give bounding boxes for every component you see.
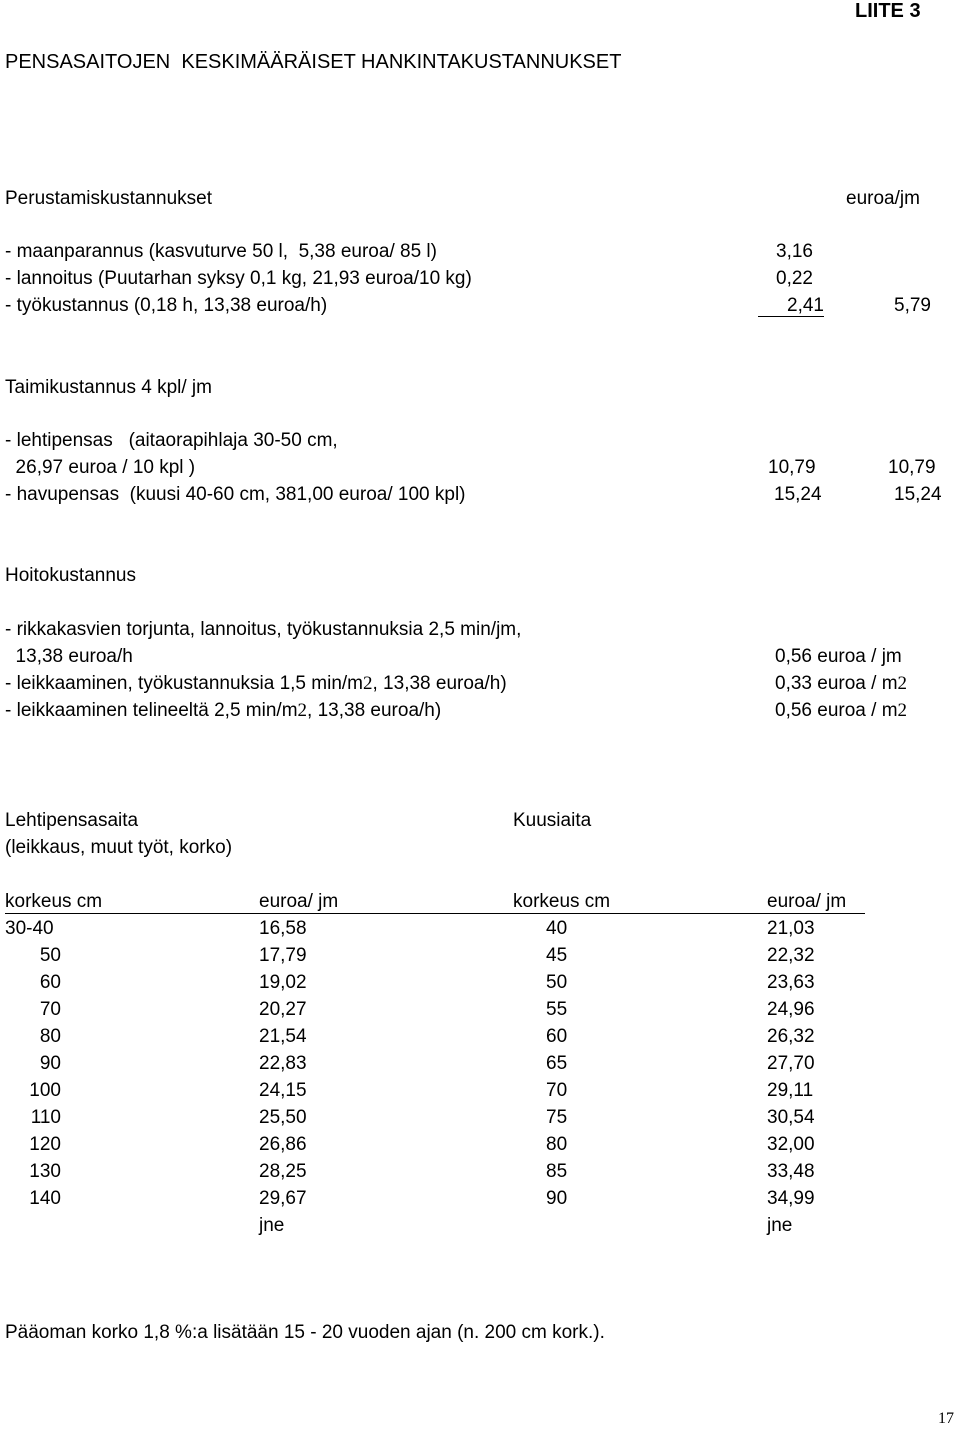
table-cell: jne	[259, 1215, 285, 1236]
table-cell: 100	[29, 1080, 61, 1101]
table-cell: 16,58	[259, 918, 307, 939]
table-header: euroa/ jm	[259, 891, 339, 912]
maintenance-value-text: 0,56 euroa / m	[775, 700, 898, 721]
table-cell: 55	[546, 999, 568, 1020]
table-cell: 60	[39, 972, 61, 993]
seedlings-line: - lehtipensas (aitaorapihlaja 30-50 cm,	[5, 430, 338, 451]
seedlings-value: 10,79	[768, 457, 816, 478]
seedlings-heading: Taimikustannus 4 kpl/ jm	[5, 377, 212, 398]
maintenance-unit-exponent: 2	[297, 700, 308, 721]
maintenance-line: - rikkakasvien torjunta, lannoitus, työkustannuksia 2,5 min/jm,	[5, 619, 522, 640]
table-cell: 80	[39, 1026, 61, 1047]
establishment-item-label: - lannoitus (Puutarhan syksy 0,1 kg, 21,93 euroa/10 kg)	[5, 268, 472, 289]
maintenance-text: - leikkaaminen telineeltä 2,5 min/m	[5, 700, 298, 721]
table-left-subtitle: (leikkaus, muut työt, korko)	[5, 837, 233, 858]
table-cell: 28,25	[259, 1161, 307, 1182]
table-cell: 80	[546, 1134, 568, 1155]
maintenance-text: , 13,38 euroa/h)	[307, 700, 442, 721]
seedlings-line: 26,97 euroa / 10 kpl )	[5, 457, 196, 478]
table-cell: 65	[546, 1053, 568, 1074]
table-right-title: Kuusiaita	[513, 810, 592, 831]
establishment-item-label: - työkustannus (0,18 h, 13,38 euroa/h)	[5, 295, 328, 316]
table-cell: 34,99	[767, 1188, 815, 1209]
table-cell: 70	[546, 1080, 568, 1101]
table-cell: 85	[546, 1161, 568, 1182]
seedlings-value: 15,24	[774, 484, 822, 505]
maintenance-text: , 13,38 euroa/h)	[372, 673, 507, 694]
establishment-unit: euroa/jm	[846, 188, 920, 209]
table-cell: 90	[39, 1053, 61, 1074]
maintenance-line	[5, 673, 507, 695]
table-cell: 75	[546, 1107, 568, 1128]
establishment-heading: Perustamiskustannukset	[5, 188, 212, 209]
table-cell: 26,86	[259, 1134, 307, 1155]
table-cell: 30,54	[767, 1107, 815, 1128]
table-cell: 26,32	[767, 1026, 815, 1047]
table-cell: 23,63	[767, 972, 815, 993]
table-cell: 32,00	[767, 1134, 815, 1155]
table-header: korkeus cm	[513, 891, 611, 912]
establishment-item-value: 0,22	[776, 268, 813, 289]
table-cell: 25,50	[259, 1107, 307, 1128]
establishment-item-value: 3,16	[776, 241, 813, 262]
table-cell: 22,32	[767, 945, 815, 966]
table-left-title: Lehtipensasaita	[5, 810, 139, 831]
page-title: PENSASAITOJEN KESKIMÄÄRÄISET HANKINTAKUSTANNUKSET	[5, 51, 622, 73]
maintenance-unit-exponent: 2	[897, 673, 908, 694]
table-cell: 21,54	[259, 1026, 307, 1047]
seedlings-total: 15,24	[894, 484, 942, 505]
appendix-label: LIITE 3	[855, 0, 921, 22]
table-cell: 45	[546, 945, 568, 966]
table-cell: 30-40	[5, 918, 54, 939]
footnote: Pääoman korko 1,8 %:a lisätään 15 - 20 vuoden ajan (n. 200 cm kork.).	[5, 1322, 605, 1343]
table-header: euroa/ jm	[767, 891, 847, 912]
establishment-item-label: - maanparannus (kasvuturve 50 l, 5,38 euroa/ 85 l)	[5, 241, 437, 262]
table-cell: 33,48	[767, 1161, 815, 1182]
table-cell: 21,03	[767, 918, 815, 939]
table-cell: 17,79	[259, 945, 307, 966]
table-cell: 29,67	[259, 1188, 307, 1209]
table-cell: 140	[29, 1188, 61, 1209]
table-cell: 110	[30, 1107, 61, 1128]
table-cell: 24,96	[767, 999, 815, 1020]
seedlings-total: 10,79	[888, 457, 936, 478]
maintenance-value-text: 0,33 euroa / m	[775, 673, 898, 694]
table-cell: 29,11	[767, 1080, 814, 1101]
table-cell: 19,02	[259, 972, 307, 993]
establishment-total: 5,79	[894, 295, 931, 316]
table-cell: 24,15	[259, 1080, 307, 1101]
table-header: korkeus cm	[5, 891, 103, 912]
table-cell: 60	[546, 1026, 568, 1047]
table-cell: 130	[29, 1161, 61, 1182]
maintenance-text: - leikkaaminen, työkustannuksia 1,5 min/m	[5, 673, 363, 694]
seedlings-line: - havupensas (kuusi 40-60 cm, 381,00 euroa/ 100 kpl)	[5, 484, 466, 505]
maintenance-value	[775, 673, 907, 695]
maintenance-line: 13,38 euroa/h	[5, 646, 133, 667]
table-header-underline	[5, 913, 865, 914]
maintenance-value: 0,56 euroa / jm	[775, 646, 902, 667]
page-number: 17	[938, 1410, 954, 1427]
table-cell: 70	[39, 999, 61, 1020]
table-cell: 27,70	[767, 1053, 815, 1074]
maintenance-unit-exponent: 2	[363, 673, 373, 694]
maintenance-line	[5, 700, 441, 722]
table-cell: 20,27	[259, 999, 307, 1020]
table-cell: 50	[546, 972, 568, 993]
maintenance-heading: Hoitokustannus	[5, 565, 136, 586]
table-cell: 120	[29, 1134, 61, 1155]
maintenance-unit-exponent: 2	[897, 700, 908, 721]
table-cell: jne	[767, 1215, 793, 1236]
table-cell: 50	[39, 945, 61, 966]
establishment-item-value: 2,41	[758, 295, 824, 317]
maintenance-value	[775, 700, 907, 722]
table-cell: 90	[546, 1188, 568, 1209]
table-cell: 40	[546, 918, 568, 939]
table-cell: 22,83	[259, 1053, 307, 1074]
